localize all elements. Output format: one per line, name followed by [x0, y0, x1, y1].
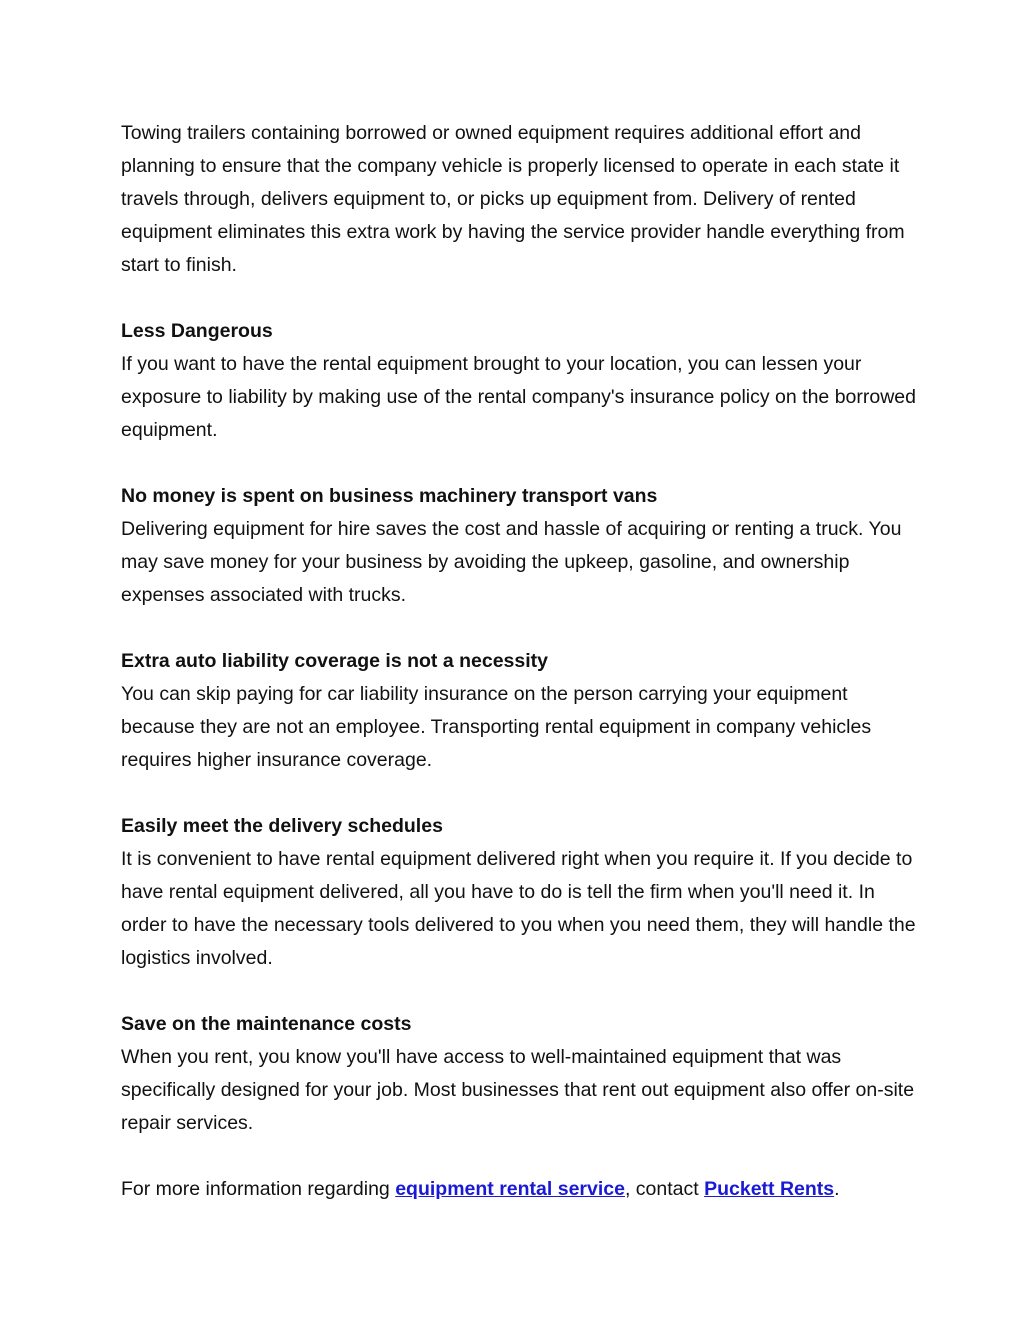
section-body: You can skip paying for car liability insurance on the person carrying your equipment because they are not an employee. Transporting rental equipment in company vehicles requires higher insurance coverage.: [121, 683, 872, 771]
section-delivery-schedules: [121, 810, 921, 975]
section-less-dangerous: [121, 315, 921, 447]
section-body: Delivering equipment for hire saves the cost and hassle of acquiring or renting a truck. You may save money for your business by avoiding the upkeep, gasoline, and ownership expenses associated with trucks.: [121, 518, 902, 606]
section-auto-liability: [121, 645, 921, 777]
footer-prefix: For more information regarding: [121, 1178, 396, 1200]
footer-middle: , contact: [624, 1178, 705, 1200]
puckett-rents-link[interactable]: Puckett Rents: [704, 1178, 835, 1200]
section-heading: Less Dangerous: [121, 320, 273, 342]
section-body: When you rent, you know you'll have access to well-maintained equipment that was specifically designed for your job. Most businesses that rent out equipment also offer on-site repair services.: [121, 1046, 915, 1134]
section-heading: Easily meet the delivery schedules: [121, 815, 443, 837]
section-heading: No money is spent on business machinery transport vans: [121, 485, 658, 507]
section-maintenance-costs: [121, 1008, 921, 1140]
section-body: If you want to have the rental equipment brought to your location, you can lessen your exposure to liability by making use of the rental company's insurance policy on the borrowed equipment.: [121, 353, 916, 441]
section-heading: Save on the maintenance costs: [121, 1013, 412, 1035]
footer-paragraph: [121, 1173, 921, 1206]
section-heading: Extra auto liability coverage is not a necessity: [121, 650, 549, 672]
section-body: It is convenient to have rental equipment delivered right when you require it. If you decide to have rental equipment delivered, all you have to do is tell the firm when you'll need it. In order to have the necessary tools delivered to you when you need them, they will handle the logistics involved.: [121, 848, 916, 969]
section-transport-vans: [121, 480, 921, 612]
equipment-rental-service-link[interactable]: equipment rental service: [395, 1178, 625, 1200]
document-page: [121, 117, 921, 1239]
intro-paragraph: Towing trailers containing borrowed or owned equipment requires additional effort and planning to ensure that the company vehicle is properly licensed to operate in each state it travels through, delivers equipment to, or picks up equipment from. Delivery of rented equipment eliminates this extra work by having the service provider handle everything from start to finish.: [121, 122, 905, 276]
footer-suffix: .: [834, 1178, 840, 1200]
